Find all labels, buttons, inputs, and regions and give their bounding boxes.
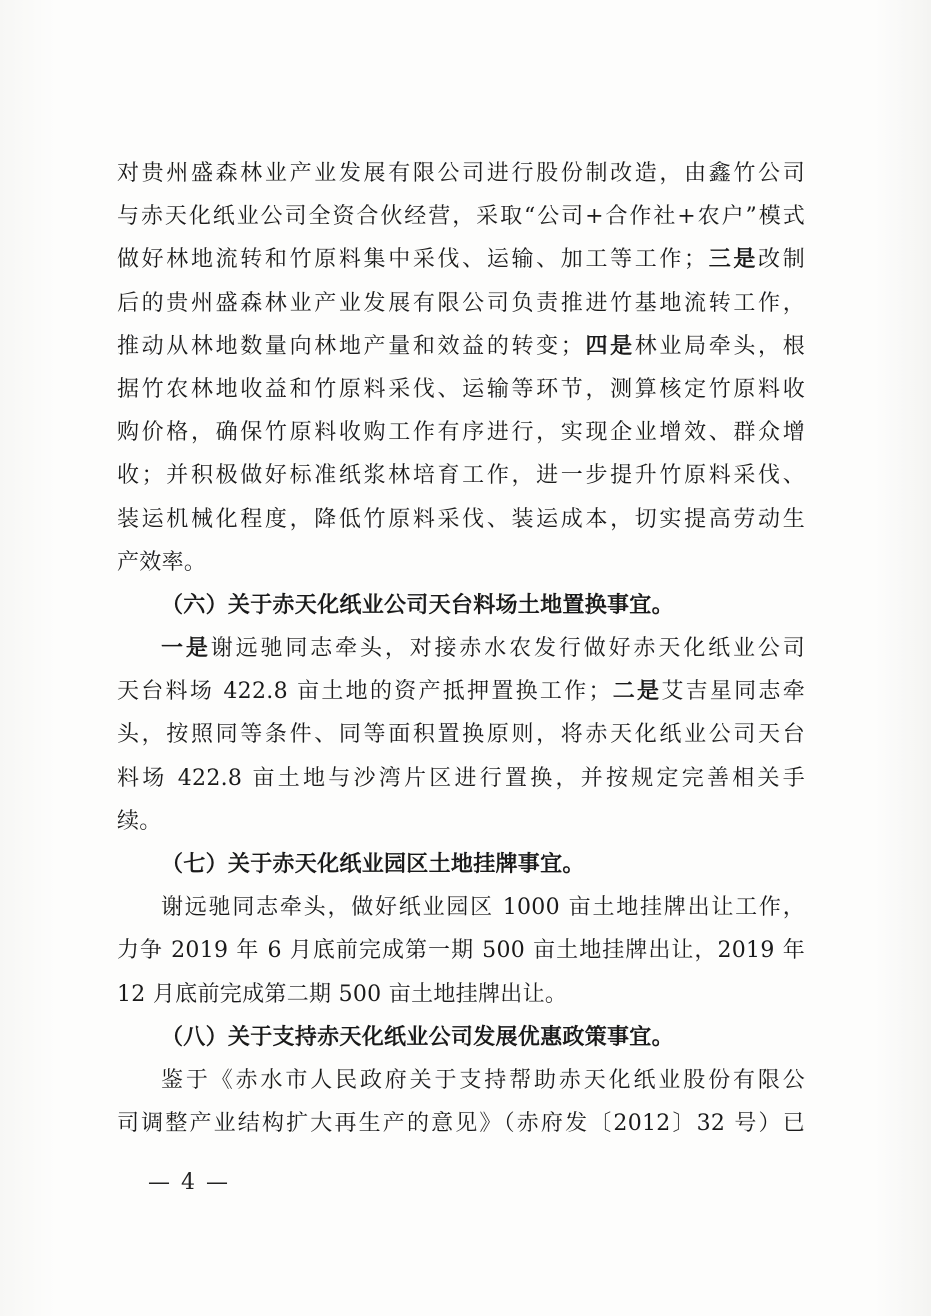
paragraph-line — [117, 670, 805, 713]
paragraph-line: 谢远驰同志牵头，做好纸业园区 1000 亩土地挂牌出让工作， — [161, 895, 805, 921]
paragraph-line — [117, 325, 805, 368]
paragraph-line: 装运机械化程度，降低竹原料采伐、装运成本，切实提高劳动生 — [117, 506, 805, 532]
page-number: — 4 — — [148, 1170, 230, 1195]
paragraph-line: 鉴于《赤水市人民政府关于支持帮助赤天化纸业股份有限公 — [161, 1067, 805, 1093]
document-body — [117, 152, 805, 1145]
paragraph-line: 料场 422.8 亩土地与沙湾片区进行置换，并按规定完善相关手 — [117, 765, 805, 791]
paragraph-line — [117, 238, 805, 281]
line-text: 艾吉星同志牵 — [661, 679, 805, 705]
line-text: 林业局牵头，根 — [634, 333, 805, 359]
paragraph-line: 与赤天化纸业公司全资合伙经营，采取“公司+合作社+农户”模式 — [117, 204, 805, 230]
section-heading-7: （七）关于赤天化纸业园区土地挂牌事宜。 — [161, 852, 585, 877]
emphasis-three: 三是 — [706, 247, 759, 273]
paragraph-line: 对贵州盛森林业产业发展有限公司进行股份制改造，由鑫竹公司 — [117, 161, 805, 186]
line-text: 天台料场 422.8 亩土地的资产抵押置换工作； — [117, 679, 611, 705]
line-text: 做好林地流转和竹原料集中采伐、运输、加工等工作； — [117, 247, 707, 273]
line-text: 推动从林地数量向林地产量和效益的转变； — [117, 333, 584, 359]
paragraph-line: 收；并积极做好标准纸浆林培育工作，进一步提升竹原料采伐、 — [117, 463, 805, 489]
paragraph-line: 力争 2019 年 6 月底前完成第一期 500 亩土地挂牌出让，2019 年 — [117, 938, 805, 964]
paragraph-line: 12 月底前完成第二期 500 亩土地挂牌出让。 — [117, 981, 568, 1007]
paragraph-line: 购价格，确保竹原料收购工作有序进行，实现企业增效、群众增 — [117, 420, 805, 446]
line-text: 改制 — [758, 247, 805, 273]
emphasis-two: 二是 — [610, 679, 662, 705]
emphasis-one: 一是 — [161, 636, 211, 662]
line-text: 谢远驰同志牵头，对接赤水农发行做好赤天化纸业公司 — [210, 636, 805, 662]
emphasis-four: 四是 — [583, 333, 635, 359]
paragraph-line — [117, 627, 805, 670]
paragraph-line: 后的贵州盛森林业产业发展有限公司负责推进竹基地流转工作， — [117, 290, 805, 316]
paragraph-line: 产效率。 — [117, 549, 207, 575]
paragraph-line: 据竹农林地收益和竹原料采伐、运输等环节，测算核定竹原料收 — [117, 376, 805, 402]
paragraph-line: 续。 — [117, 808, 162, 834]
paragraph-line: 头，按照同等条件、同等面积置换原则，将赤天化纸业公司天台 — [117, 722, 805, 748]
paragraph-line: 司调整产业结构扩大再生产的意见》（赤府发〔2012〕32 号）已 — [117, 1111, 805, 1137]
section-heading-8: （八）关于支持赤天化纸业公司发展优惠政策事宜。 — [161, 1024, 674, 1050]
section-heading-6: （六）关于赤天化纸业公司天台料场土地置换事宜。 — [161, 592, 674, 618]
